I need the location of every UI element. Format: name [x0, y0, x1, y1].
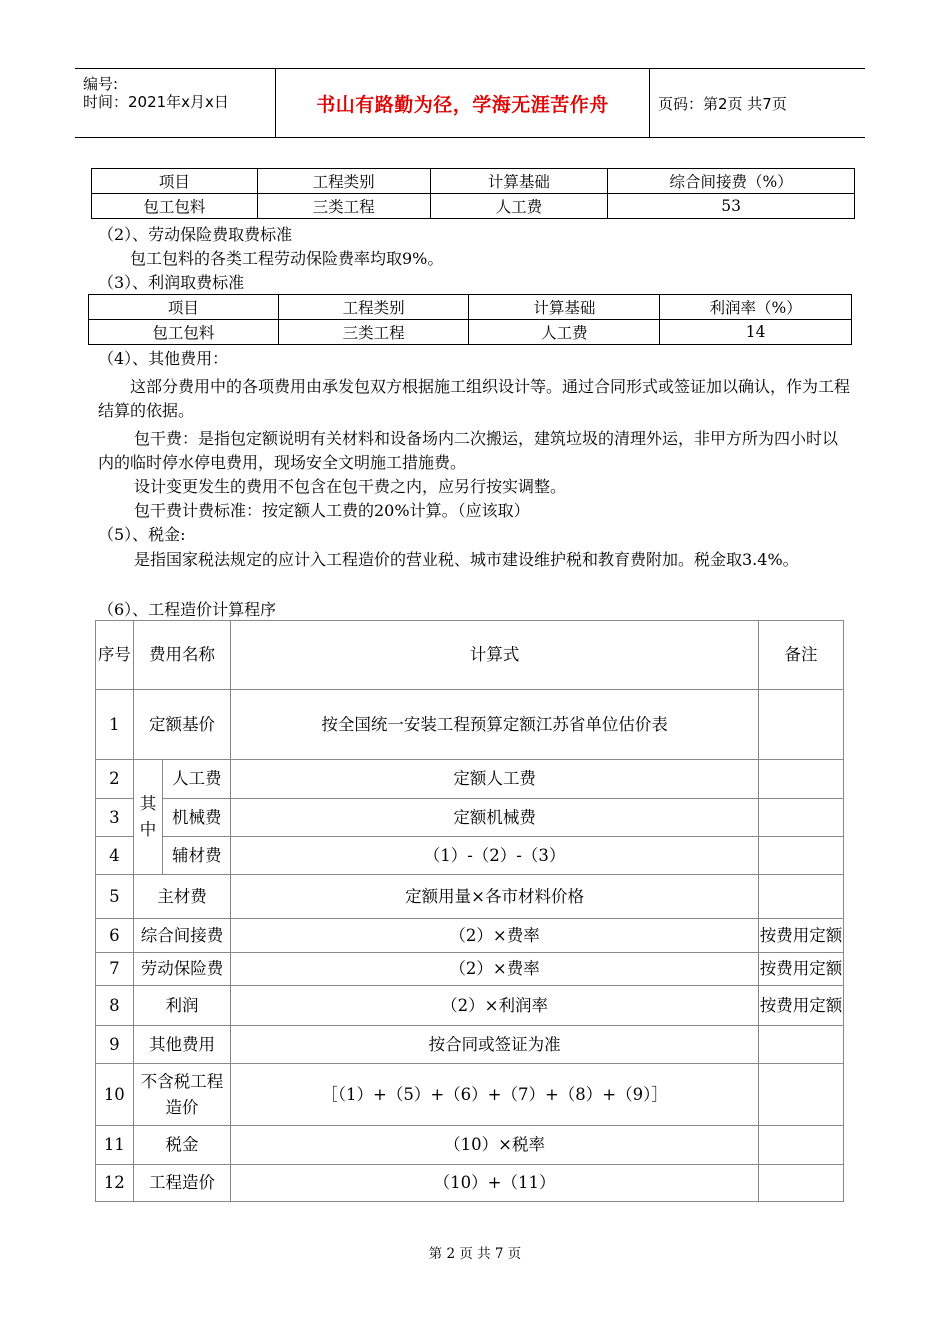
table-row — [96, 986, 844, 1026]
section-4-paragraph: 这部分费用中的各项费用由承发包双方根据施工组织设计等。通过合同形式或签证加以确认，作为工程结算的依据。 — [98, 377, 851, 420]
table-cell: 53 — [608, 194, 855, 219]
table-cell: 三类工程 — [257, 194, 430, 219]
formula: 定额人工费 — [231, 760, 759, 799]
fee-name: 利润 — [133, 986, 231, 1026]
section-5-paragraph: 是指国家税法规定的应计入工程造价的营业税、城市建设维护税和教育费附加。税金取3.4%。 — [134, 550, 799, 569]
table-row — [96, 1126, 844, 1165]
formula: （2）×费率 — [231, 919, 759, 953]
row-number: 12 — [96, 1165, 134, 1202]
row-number: 11 — [96, 1126, 134, 1165]
fee-name: 辅材费 — [163, 837, 231, 875]
section-6-title: （6）、工程造价计算程序 — [98, 600, 277, 619]
row-number: 2 — [96, 760, 134, 799]
formula: ［（1）+（5）+（6）+（7）+（8）+（9）］ — [231, 1064, 759, 1126]
fee-name: 综合间接费 — [133, 919, 231, 953]
section-4-paragraph: 设计变更发生的费用不包含在包干费之内，应另行按实调整。 — [134, 477, 567, 496]
header-page-cell — [650, 69, 873, 137]
note: 按费用定额 — [758, 986, 843, 1026]
formula: （2）×费率 — [231, 953, 759, 986]
fee-name: 其他费用 — [133, 1026, 231, 1064]
table-cell: 14 — [660, 320, 852, 345]
formula: （10）+（11） — [231, 1165, 759, 1202]
note — [758, 690, 843, 760]
table-row — [96, 919, 844, 953]
note — [758, 1026, 843, 1064]
page-label: 页码：第2页 共7页 — [658, 94, 787, 113]
table-header-cell: 工程类别 — [278, 295, 469, 320]
fee-name: 机械费 — [163, 799, 231, 837]
table-cell: 三类工程 — [278, 320, 469, 345]
table-header-cell: 项目 — [92, 169, 258, 194]
cost-procedure-table — [95, 620, 844, 1202]
section-5-title: （5）、税金: — [98, 525, 186, 544]
note — [758, 1165, 843, 1202]
note — [758, 760, 843, 799]
section-2-text: 包工包料的各类工程劳动保险费率均取9%。 — [130, 249, 444, 268]
header-motto-cell — [276, 69, 650, 137]
note — [758, 875, 843, 919]
note — [758, 837, 843, 875]
table-row — [89, 320, 852, 345]
motto: 书山有路勤为径，学海无涯苦作舟 — [316, 93, 609, 116]
note: 按费用定额 — [758, 953, 843, 986]
row-number: 5 — [96, 875, 134, 919]
header-meta — [75, 69, 276, 137]
table-header-cell: 综合间接费（%） — [608, 169, 855, 194]
table-header-cell: 计算基础 — [469, 295, 660, 320]
fee-name: 劳动保险费 — [133, 953, 231, 986]
section-2-title: （2）、劳动保险费取费标准 — [98, 225, 293, 244]
section-4-paragraph: 包干费计费标准：按定额人工费的20%计算。（应该取） — [134, 501, 530, 520]
section-4-title: （4）、其他费用： — [98, 349, 229, 368]
fee-name: 不含税工程造价 — [133, 1064, 231, 1126]
note: 按费用定额 — [758, 919, 843, 953]
formula: （1）-（2）-（3） — [231, 837, 759, 875]
table-header-cell: 序号 — [96, 621, 134, 690]
table-header-cell: 备注 — [758, 621, 843, 690]
row-number: 3 — [96, 799, 134, 837]
table-row — [96, 953, 844, 986]
fee-name: 工程造价 — [133, 1165, 231, 1202]
page-header — [75, 68, 865, 138]
page-footer: 第 2 页 共 7 页 — [428, 1246, 522, 1262]
profit-table — [88, 294, 852, 345]
formula: （10）×税率 — [231, 1126, 759, 1165]
number-label: 编号: — [83, 75, 119, 93]
row-number: 4 — [96, 837, 134, 875]
row-number: 7 — [96, 953, 134, 986]
row-number: 1 — [96, 690, 134, 760]
table-cell: 包工包料 — [92, 194, 258, 219]
formula: 按合同或签证为准 — [231, 1026, 759, 1064]
table-header-cell: 利润率（%） — [660, 295, 852, 320]
table-header-row — [96, 621, 844, 690]
table-header-row — [92, 169, 855, 194]
time-label: 时间：2021年x月x日 — [83, 93, 229, 111]
formula: 定额用量×各市材料价格 — [231, 875, 759, 919]
qizhong-cell: 其中 — [133, 760, 163, 875]
table-header-cell: 工程类别 — [257, 169, 430, 194]
table-row — [96, 760, 844, 799]
fee-name: 税金 — [133, 1126, 231, 1165]
row-number: 8 — [96, 986, 134, 1026]
table-row — [96, 799, 844, 837]
table-row — [96, 1026, 844, 1064]
table-cell: 包工包料 — [89, 320, 279, 345]
row-number: 10 — [96, 1064, 134, 1126]
section-3-title: （3）、利润取费标准 — [98, 273, 245, 292]
note — [758, 1126, 843, 1165]
row-number: 6 — [96, 919, 134, 953]
row-number: 9 — [96, 1026, 134, 1064]
formula: （2）×利润率 — [231, 986, 759, 1026]
table-row — [96, 690, 844, 760]
table-header-cell: 计算基础 — [430, 169, 608, 194]
indirect-fee-table — [91, 168, 855, 219]
note — [758, 799, 843, 837]
fee-name: 主材费 — [133, 875, 231, 919]
note — [758, 1064, 843, 1126]
table-header-cell: 费用名称 — [133, 621, 231, 690]
fee-name: 定额基价 — [133, 690, 231, 760]
section-4-paragraph: 包干费：是指包定额说明有关材料和设备场内二次搬运，建筑垃圾的清理外运，非甲方所为四小时以内的临时停水停电费用，现场安全文明施工措施费。 — [98, 429, 839, 472]
table-cell: 人工费 — [469, 320, 660, 345]
formula: 按全国统一安装工程预算定额江苏省单位估价表 — [231, 690, 759, 760]
table-row — [96, 837, 844, 875]
table-cell: 人工费 — [430, 194, 608, 219]
table-row — [96, 1165, 844, 1202]
table-row — [96, 1064, 844, 1126]
fee-name: 人工费 — [163, 760, 231, 799]
formula: 定额机械费 — [231, 799, 759, 837]
table-header-cell: 项目 — [89, 295, 279, 320]
table-header-cell: 计算式 — [231, 621, 759, 690]
table-row — [96, 875, 844, 919]
table-header-row — [89, 295, 852, 320]
table-row — [92, 194, 855, 219]
